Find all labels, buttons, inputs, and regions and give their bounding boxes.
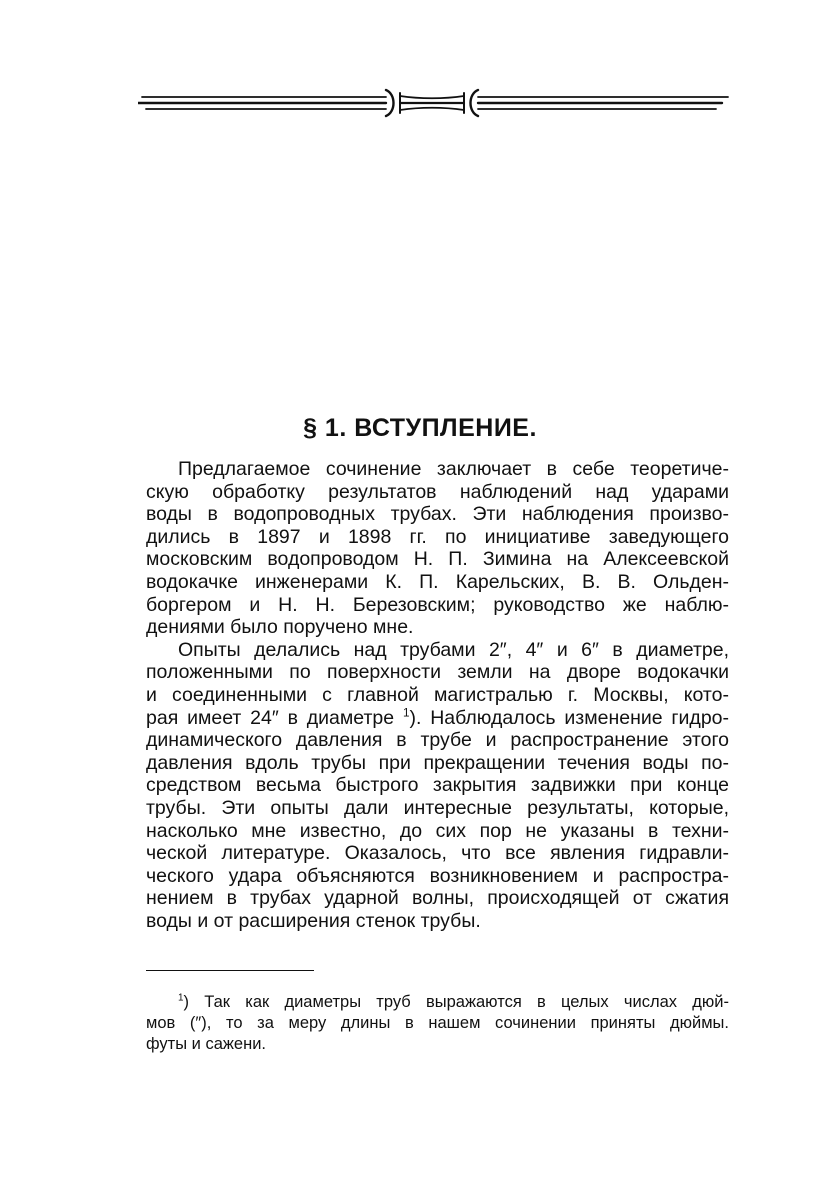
footnote-divider: [146, 970, 314, 971]
footnote-line: мов (″), то за меру длины в нашем сочинении приняты дюймы.: [146, 1014, 729, 1032]
text-segment: рая имеет 24″ в диаметре: [146, 706, 403, 729]
text-line: и соединенными с главной магистралью г. Москвы, кото-: [146, 683, 729, 706]
text-line: Опыты делались над трубами 2″, 4″ и 6″ в диаметре,: [178, 638, 729, 661]
text-line: воды в водопроводных трубах. Эти наблюдения произво-: [146, 503, 729, 526]
footnote-line: футы и сажени.: [146, 1035, 266, 1053]
footnote-line: [146, 992, 729, 1013]
text-line: ческой литературе. Оказалось, что все явления гидравли-: [146, 842, 729, 865]
header-ornament: [138, 84, 730, 124]
text-line: дились в 1897 и 1898 гг. по инициативе заведующего: [146, 525, 729, 548]
text-line: трубы. Эти опыты дали интересные результаты, которые,: [146, 796, 729, 819]
text-line: средством весьма быстрого закрытия задвижки при конце: [146, 774, 729, 797]
text-line: ческого удара объясняются возникновением и распростра-: [146, 864, 729, 887]
text-line: дениями было поручено мне.: [146, 616, 414, 639]
text-line: Предлагаемое сочинение заключает в себе теоретиче-: [178, 458, 729, 480]
text-line: насколько мне известно, до сих пор не указаны в техни-: [146, 819, 729, 842]
text-segment: ) Так как диаметры труб выражаются в целых числах дюй-: [183, 993, 729, 1011]
footnote: [146, 992, 729, 1055]
text-line: водокачке инженерами К. П. Карельских, В. В. Ольден-: [146, 570, 729, 593]
section-heading: § 1. ВСТУПЛЕНИЕ.: [303, 414, 537, 442]
text-segment: ). Наблюдалось изменение гидро-: [409, 706, 729, 729]
text-line: положенными по поверхности земли на дворе водокачки: [146, 661, 729, 684]
text-line: воды и от расширения стенок трубы.: [146, 909, 481, 932]
text-line: давления вдоль трубы при прекращении течения воды по-: [146, 751, 729, 774]
text-line: скую обработку результатов наблюдений над ударами: [146, 480, 729, 503]
footnote-marker: 1: [178, 992, 184, 1004]
footnote-reference[interactable]: 1: [402, 706, 410, 720]
text-line: нением в трубах ударной волны, происходящей от сжатия: [146, 887, 729, 910]
text-line: динамического давления в трубе и распространение этого: [146, 729, 729, 752]
body-text: [146, 458, 729, 932]
text-line: московским водопроводом Н. П. Зимина на Алексеевской: [146, 548, 729, 571]
text-line: [146, 707, 729, 730]
text-line: боргером и Н. Н. Березовским; руководство же наблю-: [146, 593, 729, 616]
